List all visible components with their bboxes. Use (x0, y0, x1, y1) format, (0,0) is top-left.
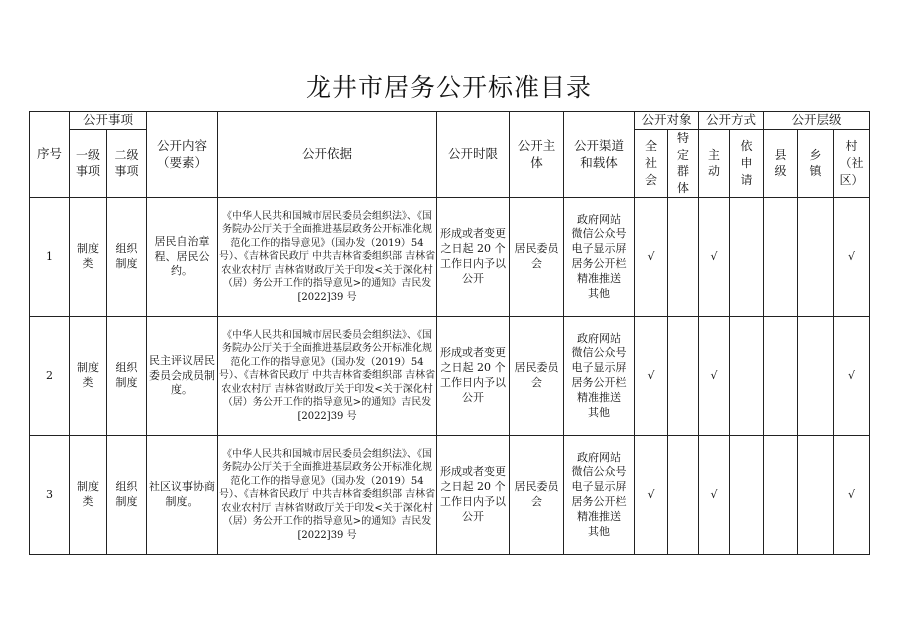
cell-time-limit: 形成或者变更之日起 20 个工作日内予以公开 (437, 436, 510, 555)
cell-basis: 《中华人民共和国城市居民委员会组织法》、《国务院办公厅关于全面推进基层政务公开标准化规范化工作的指导意见》（国办发（2019）54 号）、《吉林省民政厅 中共吉林省委组织部 吉林省农业农村厅 吉林省财政厅关于印发<关于深化村（居）务公开工作的指导意见>的通知》吉民发[2022]39 号 (218, 317, 437, 436)
cell-village: √ (834, 436, 870, 555)
table-row (30, 317, 870, 436)
cell-specific-group (668, 436, 699, 555)
cell-subject: 居民委员会 (510, 436, 564, 555)
header-time-limit: 公开时限 (437, 112, 510, 198)
header-channel: 公开渠道 和载体 (564, 112, 635, 198)
header-town: 乡 镇 (798, 129, 834, 197)
cell-channel: 政府网站 微信公众号 电子显示屏 居务公开栏 精准推送 其他 (564, 198, 635, 317)
cell-level2: 组织 制度 (107, 198, 147, 317)
cell-county (764, 317, 798, 436)
cell-seq: 1 (30, 198, 70, 317)
cell-on-request (730, 436, 764, 555)
header-on-request: 依 申 请 (730, 129, 764, 197)
cell-all-society: √ (635, 317, 668, 436)
cell-town (798, 317, 834, 436)
cell-seq: 2 (30, 317, 70, 436)
cell-county (764, 436, 798, 555)
header-object-group: 公开对象 (635, 112, 699, 130)
header-specific-group: 特 定 群 体 (668, 129, 699, 197)
cell-seq: 3 (30, 436, 70, 555)
header-mode-group: 公开方式 (699, 112, 764, 130)
cell-specific-group (668, 198, 699, 317)
cell-active: √ (699, 317, 730, 436)
cell-level1: 制度 类 (70, 198, 107, 317)
header-level2: 二级 事项 (107, 129, 147, 197)
cell-active: √ (699, 198, 730, 317)
cell-level1: 制度 类 (70, 317, 107, 436)
cell-channel: 政府网站 微信公众号 电子显示屏 居务公开栏 精准推送 其他 (564, 317, 635, 436)
cell-town (798, 436, 834, 555)
cell-level2: 组织 制度 (107, 436, 147, 555)
cell-all-society: √ (635, 436, 668, 555)
catalog-table (29, 111, 870, 555)
cell-town (798, 198, 834, 317)
cell-subject: 居民委员会 (510, 198, 564, 317)
cell-content: 居民自治章程、居民公约。 (147, 198, 218, 317)
header-basis: 公开依据 (218, 112, 437, 198)
header-items-group: 公开事项 (70, 112, 147, 130)
cell-active: √ (699, 436, 730, 555)
header-all-society: 全 社 会 (635, 129, 668, 197)
cell-all-society: √ (635, 198, 668, 317)
cell-village: √ (834, 317, 870, 436)
cell-content: 社区议事协商制度。 (147, 436, 218, 555)
cell-basis: 《中华人民共和国城市居民委员会组织法》、《国务院办公厅关于全面推进基层政务公开标准化规范化工作的指导意见》（国办发（2019）54 号）、《吉林省民政厅 中共吉林省委组织部 吉林省农业农村厅 吉林省财政厅关于印发<关于深化村（居）务公开工作的指导意见>的通知》吉民发[2022]39 号 (218, 198, 437, 317)
cell-on-request (730, 317, 764, 436)
cell-on-request (730, 198, 764, 317)
cell-specific-group (668, 317, 699, 436)
header-seq: 序号 (30, 112, 70, 198)
header-active: 主 动 (699, 129, 730, 197)
header-subject: 公开主 体 (510, 112, 564, 198)
cell-level2: 组织 制度 (107, 317, 147, 436)
header-content: 公开内容 （要素） (147, 112, 218, 198)
cell-content: 民主评议居民委员会成员制度。 (147, 317, 218, 436)
header-level-group: 公开层级 (764, 112, 870, 130)
cell-time-limit: 形成或者变更之日起 20 个工作日内予以公开 (437, 198, 510, 317)
cell-time-limit: 形成或者变更之日起 20 个工作日内予以公开 (437, 317, 510, 436)
table-row (30, 436, 870, 555)
cell-subject: 居民委员会 (510, 317, 564, 436)
cell-county (764, 198, 798, 317)
page-title: 龙井市居务公开标准目录 (305, 73, 592, 102)
header-village: 村 （社 区） (834, 129, 870, 197)
cell-channel: 政府网站 微信公众号 电子显示屏 居务公开栏 精准推送 其他 (564, 436, 635, 555)
table-row (30, 198, 870, 317)
header-county: 县 级 (764, 129, 798, 197)
header-row-1 (30, 112, 870, 130)
header-level1: 一级 事项 (70, 129, 107, 197)
cell-basis: 《中华人民共和国城市居民委员会组织法》、《国务院办公厅关于全面推进基层政务公开标准化规范化工作的指导意见》（国办发（2019）54 号）、《吉林省民政厅 中共吉林省委组织部 吉林省农业农村厅 吉林省财政厅关于印发<关于深化村（居）务公开工作的指导意见>的通知》吉民发[2022]39 号 (218, 436, 437, 555)
cell-village: √ (834, 198, 870, 317)
cell-level1: 制度 类 (70, 436, 107, 555)
